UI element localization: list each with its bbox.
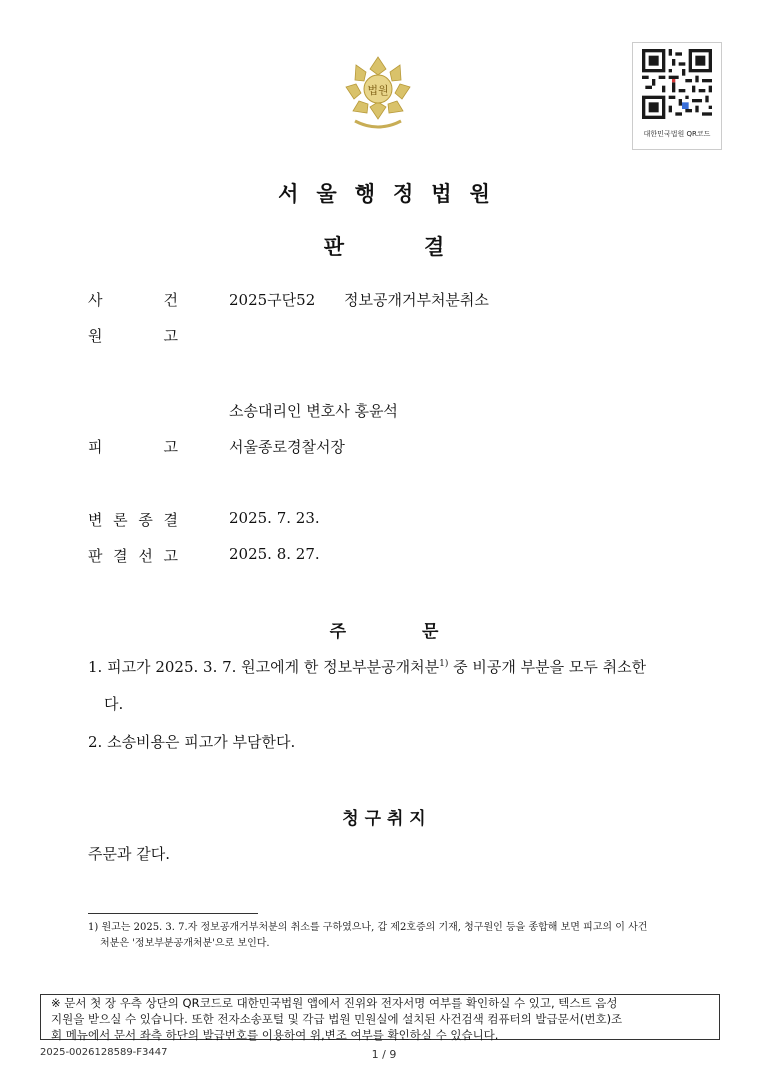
- svg-text:법원: 법원: [367, 84, 389, 97]
- court-emblem-icon: [343, 55, 413, 131]
- closing-date: 2025. 7. 23.: [229, 509, 320, 527]
- notice-line: ※ 문서 첫 장 우측 상단의 QR코드로 대한민국법원 앱에서 진위와 전자서명 여부를 확인하실 수 있고, 텍스트 음성: [51, 996, 618, 1010]
- order-heading-char: 문: [422, 622, 439, 642]
- closing-label-char: 종: [138, 511, 153, 529]
- case-label-char: 사: [88, 291, 103, 309]
- closing-label-char: 결: [163, 511, 178, 529]
- judgment-label-char: 고: [163, 547, 178, 565]
- footnote-line: 처분은 '정보부분공개처분'으로 보인다.: [100, 938, 270, 949]
- closing-label: [88, 509, 178, 530]
- order-item-2: 2. 소송비용은 피고가 부담한다.: [88, 733, 296, 751]
- judgment-label: [88, 545, 178, 566]
- case-number: 2025구단52: [229, 291, 316, 309]
- case-label: [88, 289, 178, 310]
- order-heading-char: 주: [329, 622, 346, 642]
- closing-label-char: 변: [88, 511, 103, 529]
- footnote-ref: 1): [439, 659, 449, 669]
- footnote: [88, 920, 688, 952]
- document-title-char: 판: [323, 234, 344, 259]
- attorney: 소송대리인 변호사 홍윤석: [229, 402, 398, 420]
- order-heading: [0, 617, 768, 642]
- claim-text: 주문과 같다.: [88, 845, 170, 863]
- document-title-char: 결: [424, 234, 445, 259]
- judgment-label-char: 결: [113, 547, 128, 565]
- plaintiff-label-char: 고: [163, 327, 178, 345]
- notice-line: 지원을 받으실 수 있습니다. 또한 전자소송포털 및 각급 법원 민원실에 설치된 사건검색 컴퓨터의 발급문서(번호)조: [51, 1012, 623, 1026]
- judgment-date: 2025. 8. 27.: [229, 545, 320, 563]
- defendant-value: 서울종로경찰서장: [229, 438, 345, 456]
- document-title: [0, 231, 768, 261]
- order-item-1-text-end: 중 비공개 부분을 모두 취소한: [448, 658, 647, 676]
- claim-heading: 청 구 취 지: [342, 809, 426, 829]
- qr-code-icon: [642, 49, 712, 119]
- page-number: 1 / 9: [371, 1048, 397, 1061]
- order-item-1: [88, 656, 688, 677]
- plaintiff-label-char: 원: [88, 327, 103, 345]
- order-item-1-text: 1. 피고가 2025. 3. 7. 원고에게 한 정보부분공개처분: [88, 658, 440, 676]
- court-name: 서울행정법원: [278, 181, 508, 206]
- issue-number: 2025-0026128589-F3447: [40, 1047, 168, 1058]
- notice-line: 회 메뉴에서 문서 좌측 하단의 발급번호를 이용하여 위,변조 여부를 확인하실 수 있습니다.: [51, 1028, 499, 1042]
- footnote-divider: [88, 913, 258, 914]
- defendant-label: [88, 436, 178, 457]
- case-name: 정보공개거부처분취소: [344, 291, 489, 309]
- qr-code: [632, 42, 722, 150]
- defendant-label-char: 고: [163, 438, 178, 456]
- defendant-label-char: 피: [88, 438, 103, 456]
- judgment-label-char: 판: [88, 547, 103, 565]
- order-item-1-cont: 다.: [104, 695, 124, 713]
- footnote-line: 1) 원고는 2025. 3. 7.자 정보공개거부처분의 취소를 구하였으나, 갑 제2호증의 기재, 청구원인 등을 종합해 보면 피고의 이 사건: [88, 922, 648, 933]
- notice-box: [40, 994, 720, 1040]
- case-label-char: 건: [163, 291, 178, 309]
- judgment-label-char: 선: [138, 547, 153, 565]
- plaintiff-label: [88, 325, 178, 346]
- qr-caption: 대한민국법원 QR코드: [643, 130, 711, 138]
- closing-label-char: 론: [113, 511, 128, 529]
